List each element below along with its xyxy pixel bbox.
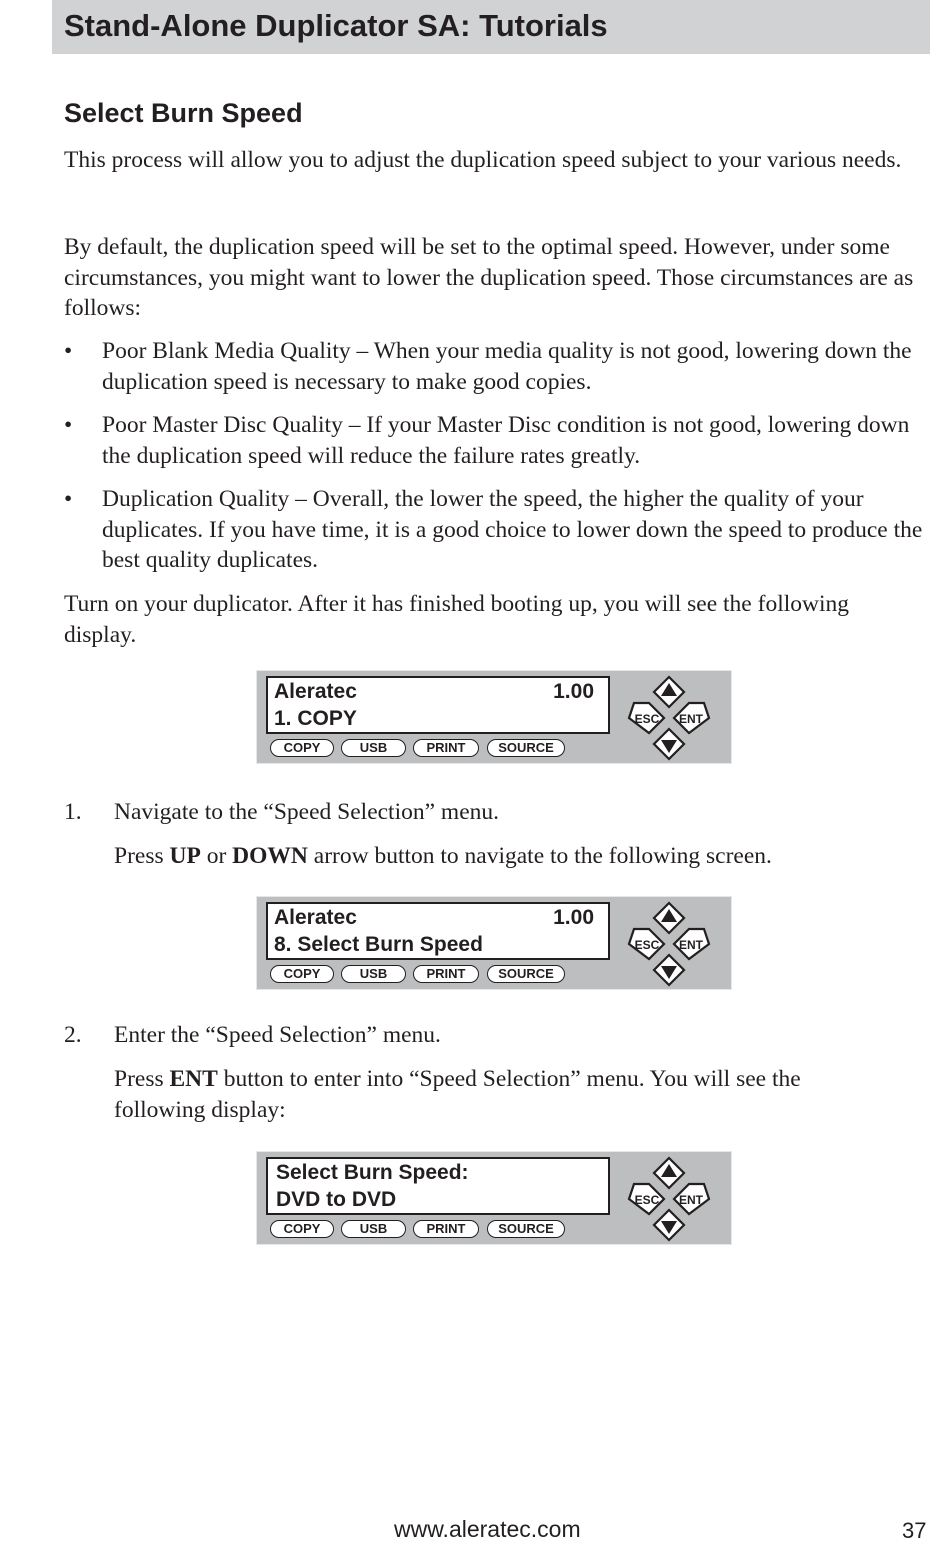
ent-label: ENT bbox=[679, 712, 703, 726]
instruction-text: button to enter into “Speed Selection” menu. You will see the following display: bbox=[114, 1066, 801, 1123]
lcd-version: 1.00 bbox=[553, 680, 594, 703]
instruction-text: or bbox=[200, 843, 233, 869]
key-name: ENT bbox=[169, 1066, 218, 1092]
navigation-keypad bbox=[625, 901, 713, 987]
esc-label: ESC bbox=[634, 1193, 660, 1207]
ent-label: ENT bbox=[679, 1193, 703, 1207]
default-paragraph: By default, the duplication speed will be set to the optimal speed. However, under some circumstances, you might want to lower the duplication speed. Those circumstances are as follows: bbox=[64, 234, 914, 321]
instruction-text: Press bbox=[114, 1066, 170, 1092]
step-instruction bbox=[114, 841, 874, 872]
source-button: SOURCE bbox=[487, 1220, 565, 1238]
lcd-screen bbox=[266, 1157, 610, 1215]
bullet-text: Poor Master Disc Quality – If your Master Disc condition is not good, lowering down the duplication speed will reduce the failure rates greatly. bbox=[102, 412, 910, 469]
usb-button: USB bbox=[341, 965, 406, 983]
usb-button: USB bbox=[341, 1220, 406, 1238]
intro-paragraph: This process will allow you to adjust the duplication speed subject to your various needs. bbox=[64, 147, 902, 173]
copy-button: COPY bbox=[270, 739, 334, 757]
page-header-title: Stand-Alone Duplicator SA: Tutorials bbox=[64, 8, 608, 43]
key-name: UP bbox=[169, 843, 201, 869]
key-name: DOWN bbox=[232, 843, 308, 869]
lcd-line-1: Aleratec bbox=[274, 680, 357, 703]
step-title: Navigate to the “Speed Selection” menu. bbox=[114, 799, 500, 825]
copy-button: COPY bbox=[270, 965, 334, 983]
copy-button: COPY bbox=[270, 1220, 334, 1238]
step-instruction bbox=[114, 1064, 874, 1125]
footer-url: www.aleratec.com bbox=[394, 1516, 581, 1542]
section-title: Select Burn Speed bbox=[64, 98, 303, 128]
header-bar bbox=[52, 0, 930, 54]
print-button: PRINT bbox=[413, 739, 479, 757]
duplicator-panel bbox=[256, 670, 732, 764]
bullet-text: Duplication Quality – Overall, the lower the speed, the higher the quality of your duplicates. If you have time, it is a good choice to lower down the speed to produce the best quality duplicates. bbox=[102, 486, 923, 573]
turn-on-paragraph: Turn on your duplicator. After it has finished booting up, you will see the following display. bbox=[64, 591, 850, 648]
lcd-line-1: Aleratec bbox=[274, 906, 357, 929]
lcd-version: 1.00 bbox=[553, 906, 594, 929]
bullet-text: Poor Blank Media Quality – When your media quality is not good, lowering down the duplication speed is necessary to make good copies. bbox=[102, 338, 912, 395]
duplicator-panel bbox=[256, 1151, 732, 1245]
print-button: PRINT bbox=[413, 965, 479, 983]
source-button: SOURCE bbox=[487, 739, 565, 757]
navigation-keypad bbox=[625, 1156, 713, 1242]
instruction-text: arrow button to navigate to the following screen. bbox=[307, 843, 772, 869]
step-title: Enter the “Speed Selection” menu. bbox=[114, 1022, 441, 1048]
bullet-symbol: • bbox=[64, 486, 73, 512]
lcd-line-1: Select Burn Speed: bbox=[276, 1161, 469, 1184]
source-button: SOURCE bbox=[487, 965, 565, 983]
lcd-screen bbox=[266, 902, 610, 960]
step-number: 2. bbox=[64, 1022, 82, 1048]
lcd-line-2: 8. Select Burn Speed bbox=[274, 933, 483, 956]
ent-label: ENT bbox=[679, 938, 703, 952]
lcd-line-2: 1. COPY bbox=[274, 707, 357, 730]
bullet-symbol: • bbox=[64, 412, 73, 438]
esc-label: ESC bbox=[634, 938, 660, 952]
navigation-keypad bbox=[625, 675, 713, 761]
lcd-screen bbox=[266, 676, 610, 734]
lcd-line-2: DVD to DVD bbox=[276, 1188, 397, 1211]
step-number: 1. bbox=[64, 799, 82, 825]
bullet-symbol: • bbox=[64, 338, 73, 364]
page-number: 37 bbox=[902, 1518, 927, 1543]
duplicator-panel bbox=[256, 896, 732, 990]
instruction-text: Press bbox=[114, 843, 170, 869]
esc-label: ESC bbox=[634, 712, 660, 726]
print-button: PRINT bbox=[413, 1220, 479, 1238]
usb-button: USB bbox=[341, 739, 406, 757]
